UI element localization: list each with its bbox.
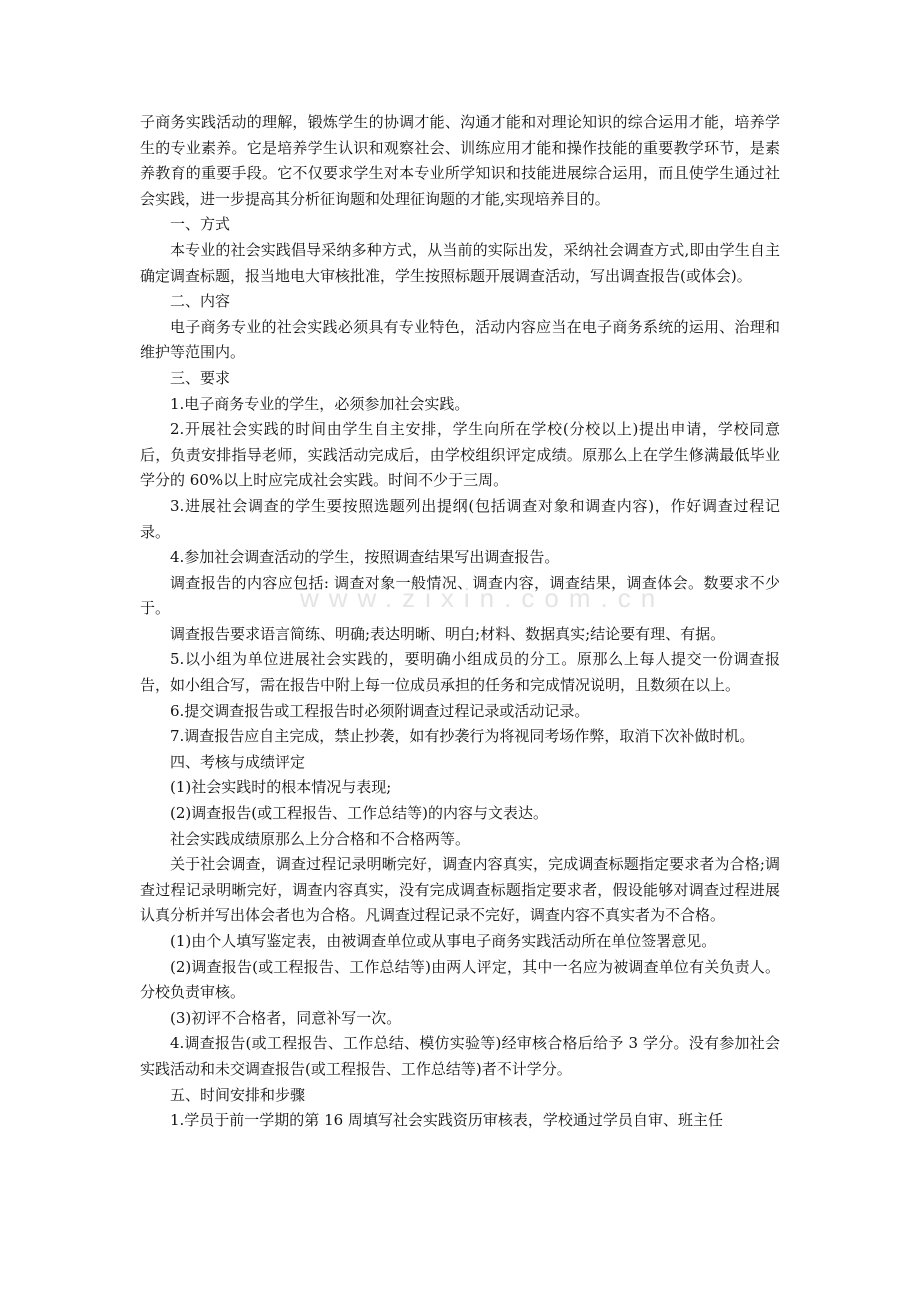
paragraph: 6.提交调查报告或工程报告时必须附调查过程记录或活动记录。 xyxy=(170,701,590,720)
paragraph: 1.学员于前一学期的第 16 周填写社会实践资历审核表，学校通过学员自审、班主任 xyxy=(170,1111,723,1130)
paragraph: 4.参加社会调查活动的学生，按照调查结果写出调查报告。 xyxy=(170,548,560,567)
paragraph: 3.进展社会调查的学生要按照选题列出提纲(包括调查对象和调查内容)，作好调查过程记录。 xyxy=(140,496,780,541)
document-body xyxy=(140,110,780,1134)
paragraph: 调查报告的内容应包括: 调查对象一般情况、调查内容，调查结果，调查体会。数要求不少于。 xyxy=(140,573,780,618)
paragraph: 五、时间安排和步骤 xyxy=(170,1085,306,1104)
paragraph: (1)由个人填写鉴定表，由被调查单位或从事电子商务实践活动所在单位签署意见。 xyxy=(170,932,717,950)
paragraph: 关于社会调查，调查过程记录明晰完好，调查内容真实，完成调查标题指定要求者为合格;调查过程记录明晰完好，调查内容真实，没有完成调查标题指定要求者，假设能够对调查过程进展认真分析并写出体会者也为合格。凡调查过程记录不完好，调查内容不真实者为不合格。 xyxy=(140,855,780,925)
paragraph: 调查报告要求语言简练、明确;表达明晰、明白;材料、数据真实;结论要有理、有据。 xyxy=(170,624,726,643)
paragraph: 7.调查报告应自主完成，禁止抄袭，如有抄袭行为将视同考场作弊，取消下次补做时机。 xyxy=(170,727,755,746)
paragraph: 4.调查报告(或工程报告、工作总结、模仿实验等)经审核合格后给予 3 学分。没有参加社会实践活动和未交调查报告(或工程报告、工作总结等)者不计学分。 xyxy=(140,1034,780,1078)
paragraph: 电子商务专业的社会实践必须具有专业特色，活动内容应当在电子商务系统的运用、治理和维护等范围内。 xyxy=(140,317,780,362)
paragraph: 社会实践成绩原那么上分合格和不合格两等。 xyxy=(170,829,471,848)
paragraph: (1)社会实践时的根本情况与表现; xyxy=(170,778,392,797)
paragraph: 二、内容 xyxy=(170,292,231,311)
paragraph: 四、考核与成绩评定 xyxy=(170,752,306,771)
paragraph: (2)调查报告(或工程报告、工作总结等)的内容与文表达。 xyxy=(170,804,548,823)
paragraph: 5.以小组为单位进展社会实践的，要明确小组成员的分工。原那么上每人提交一份调查报告，如小组合写，需在报告中附上每一位成员承担的任务和完成情况说明，且数须在以上。 xyxy=(140,650,780,695)
paragraph: 三、要求 xyxy=(170,368,231,387)
paragraph: 本专业的社会实践倡导采纳多种方式，从当前的实际出发，采纳社会调查方式,即由学生自主确定调查标题，报当地电大审核批准，学生按照标题开展调查活动，写出调查报告(或体会)。 xyxy=(140,240,780,285)
paragraph: 一、方式 xyxy=(170,215,231,234)
paragraph: 2.开展社会实践的时间由学生自主安排，学生向所在学校(分校以上)提出申请，学校同意后，负责安排指导老师，实践活动完成后，由学校组织评定成绩。原那么上在学生修满最低毕业学分的 60%以上时应完成社会实践。时间不少于三周。 xyxy=(140,420,780,490)
paragraph: (3)初评不合格者，同意补写一次。 xyxy=(170,1008,402,1027)
paragraph: (2)调查报告(或工程报告、工作总结等)由两人评定，其中一名应为被调查单位有关负责人。分校负责审核。 xyxy=(140,957,780,1002)
paragraph: 子商务实践活动的理解，锻炼学生的协调才能、沟通才能和对理论知识的综合运用才能，培养学生的专业素养。它是培养学生认识和观察社会、训练应用才能和操作技能的重要教学环节，是素养教育的重要手段。它不仅要求学生对本专业所学知识和技能进展综合运用，而且使学生通过社会实践，进一步提高其分析征询题和处理征询题的才能,实现培养目的。 xyxy=(140,113,780,208)
paragraph: 1.电子商务专业的学生，必须参加社会实践。 xyxy=(170,394,470,413)
watermark: www.zixin.com.cn xyxy=(300,583,666,613)
